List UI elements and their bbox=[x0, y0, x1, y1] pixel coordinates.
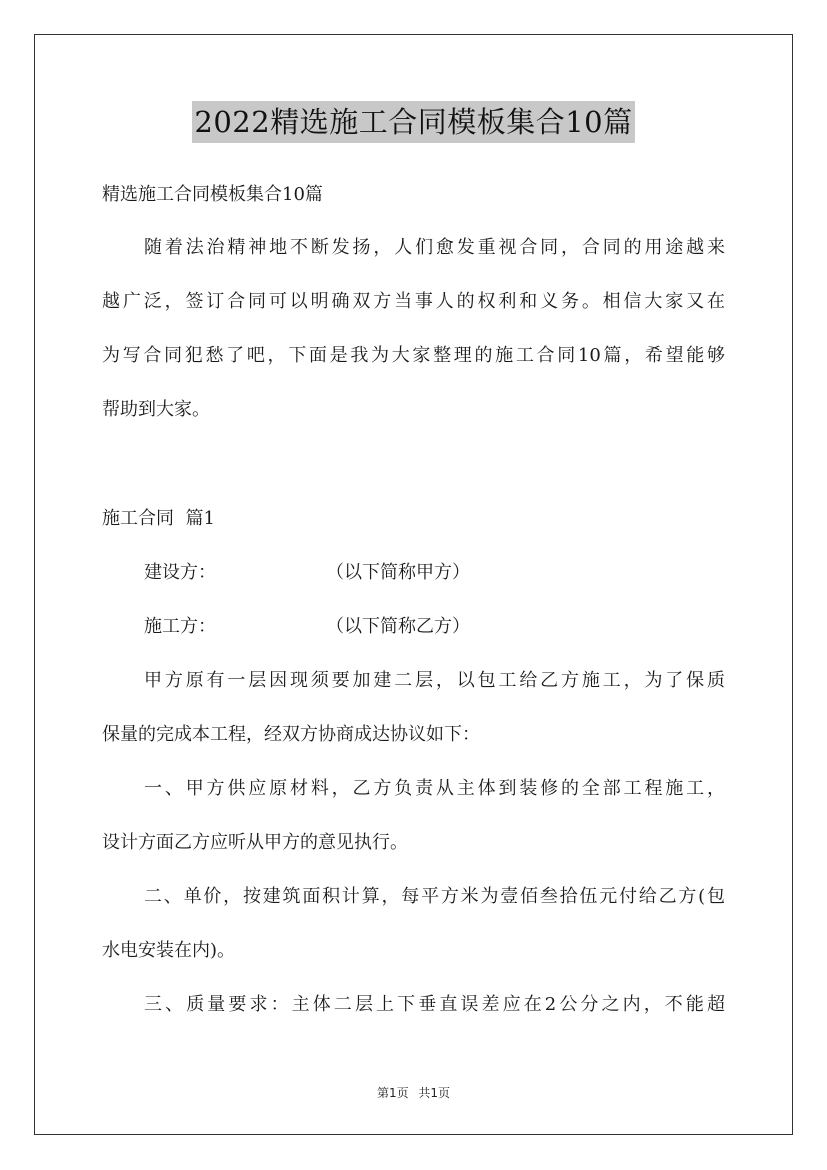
section-heading: 施工合同 篇1 bbox=[102, 508, 215, 529]
page-footer bbox=[0, 1084, 827, 1101]
party-b-note: （以下简称乙方） bbox=[326, 616, 470, 637]
body-line-3: 一、甲方供应原材料，乙方负责从主体到装修的全部工程施工， bbox=[144, 778, 725, 799]
body-line-4: 设计方面乙方应听从甲方的意见执行。 bbox=[102, 832, 408, 853]
intro-line-1: 随着法治精神地不断发扬，人们愈发重视合同，合同的用途越来 bbox=[144, 237, 725, 258]
party-a-note: （以下简称甲方） bbox=[326, 562, 470, 583]
body-line-6: 水电安装在内)。 bbox=[102, 940, 236, 961]
document-subtitle: 精选施工合同模板集合10篇 bbox=[102, 184, 323, 205]
page-total: 共1页 bbox=[418, 1086, 451, 1100]
document-title: 2022精选施工合同模板集合10篇 bbox=[192, 101, 634, 143]
body-line-1: 甲方原有一层因现须要加建二层，以包工给乙方施工，为了保质 bbox=[144, 670, 725, 691]
page-number: 第1页 bbox=[376, 1086, 409, 1100]
body-line-5: 二、单价，按建筑面积计算，每平方米为壹佰叁拾伍元付给乙方(包 bbox=[144, 886, 725, 907]
body-line-2: 保量的完成本工程，经双方协商成达协议如下： bbox=[102, 724, 480, 745]
party-b-label: 施工方： bbox=[144, 616, 216, 637]
intro-line-2: 越广泛，签订合同可以明确双方当事人的权利和义务。相信大家又在 bbox=[102, 291, 725, 312]
intro-line-4: 帮助到大家。 bbox=[102, 399, 210, 420]
title-container bbox=[0, 101, 827, 143]
party-a-label: 建设方： bbox=[144, 562, 216, 583]
body-line-7: 三、质量要求：主体二层上下垂直误差应在2公分之内，不能超 bbox=[144, 994, 725, 1015]
intro-line-3: 为写合同犯愁了吧，下面是我为大家整理的施工合同10篇，希望能够 bbox=[102, 345, 725, 366]
